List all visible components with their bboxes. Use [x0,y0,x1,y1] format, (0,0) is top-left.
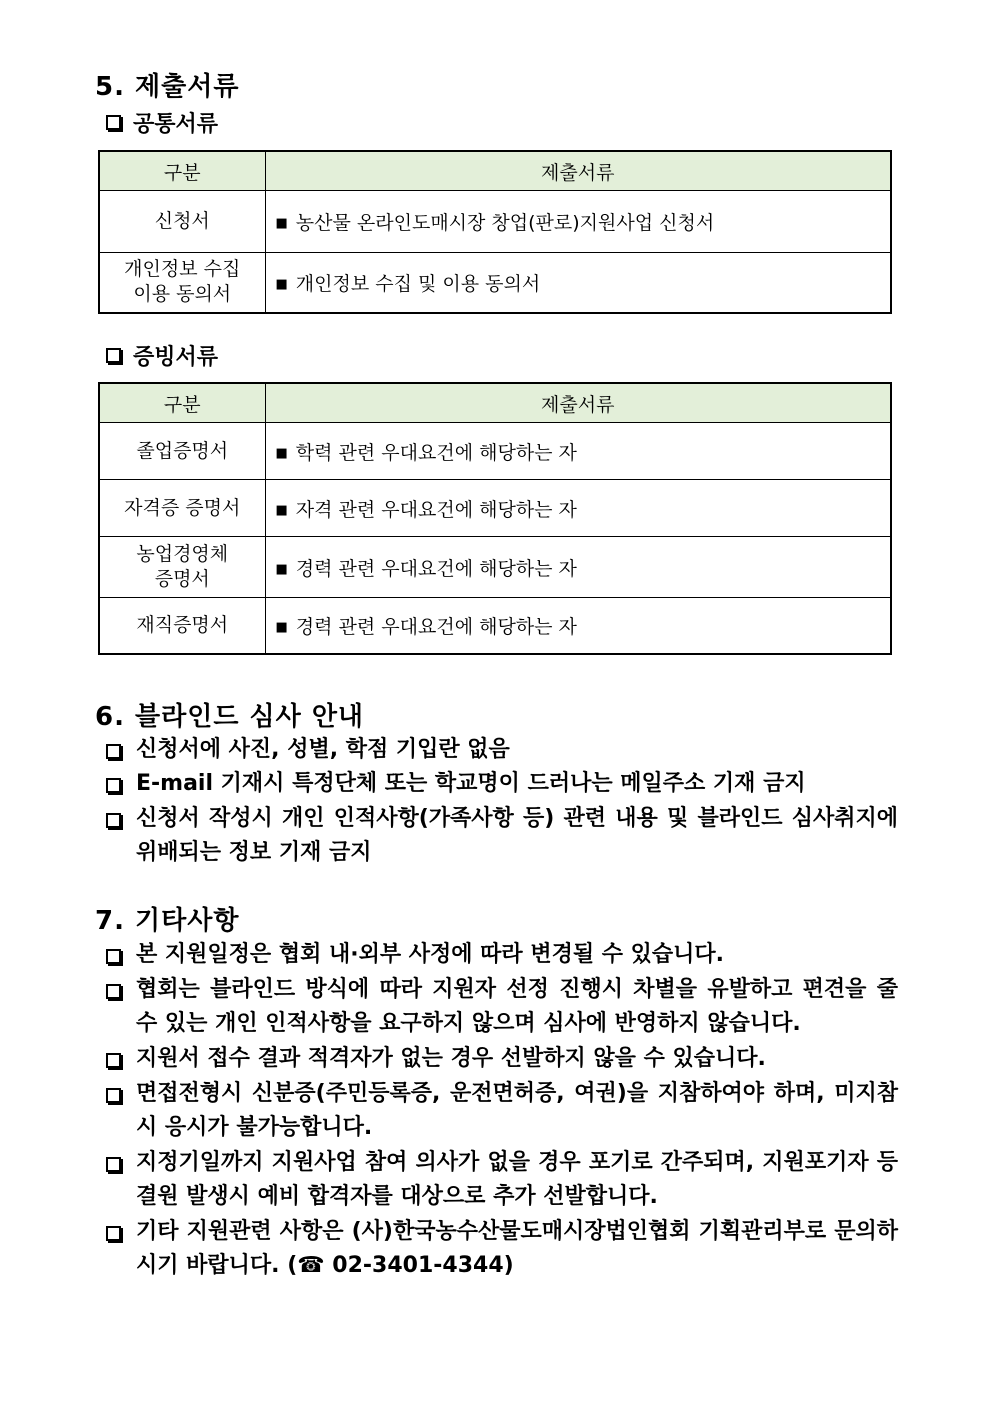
list-item [106,973,898,1041]
row-document [265,253,891,313]
checkbox-icon [106,949,121,964]
list-item-text: 지원서 접수 결과 적격자가 없는 경우 선발하지 않을 수 있습니다. [136,1046,766,1071]
common-docs-heading [106,107,218,138]
table-row [99,253,891,313]
header-documents: 제출서류 [265,383,891,423]
common-docs-title: 공통서류 [133,112,219,137]
section7-title: 7. 기타사항 [95,906,240,936]
row-category: 졸업증명서 [99,423,265,480]
list-item-text: E-mail 기재시 특정단체 또는 학교명이 드러나는 메일주소 기재 금지 [136,771,806,796]
checkbox-icon [106,115,121,130]
row-document-text: 경력 관련 우대요건에 해당하는 자 [295,557,577,580]
row-document-text: 개인정보 수집 및 이용 동의서 [295,272,541,295]
row-document-text: 경력 관련 우대요건에 해당하는 자 [295,615,577,638]
checkbox-icon [106,1053,121,1068]
list-item-text: 지정기일까지 지원사업 참여 의사가 없을 경우 포기로 간주되며, 지원포기자 등 결원 발생시 예비 합격자를 대상으로 추가 선발합니다. [136,1150,898,1209]
row-document [265,191,891,253]
bullet-square-icon: ■ [275,619,288,635]
list-item [106,1215,898,1283]
bullet-square-icon: ■ [275,502,288,518]
checkbox-icon [106,348,121,363]
list-item-text: 협회는 블라인드 방식에 따라 지원자 선정 진행시 차별을 유발하고 편견을 줄 수 있는 개인 인적사항을 요구하지 않으며 심사에 반영하지 않습니다. [136,977,898,1036]
proof-docs-table [98,382,892,655]
header-category: 구분 [99,383,265,423]
row-document [265,598,891,654]
bullet-square-icon: ■ [275,216,288,231]
list-item [106,1146,898,1214]
checkbox-icon [106,1088,121,1103]
table-row [99,191,891,253]
list-item-text: 본 지원일정은 협회 내·외부 사정에 따라 변경될 수 있습니다. [136,942,725,967]
row-document-text: 학력 관련 우대요건에 해당하는 자 [295,441,577,464]
row-document [265,537,891,598]
checkbox-icon [106,778,121,793]
proof-docs-heading [106,340,218,371]
list-item-text: 신청서 작성시 개인 인적사항(가족사항 등) 관련 내용 및 블라인드 심사취지에 위배되는 정보 기재 금지 [136,806,898,865]
proof-docs-title: 증빙서류 [133,345,219,370]
list-item [106,938,898,972]
checkbox-icon [106,1226,121,1241]
row-category: 신청서 [99,191,265,253]
bullet-square-icon: ■ [275,445,288,461]
bullet-square-icon: ■ [275,276,288,292]
bullet-square-icon: ■ [275,561,288,577]
table-row [99,480,891,537]
row-document-text: 농산물 온라인도매시장 창업(판로)지원사업 신청서 [295,212,715,234]
table-row [99,423,891,480]
row-category: 농업경영체 증명서 [99,537,265,598]
list-item [106,802,898,870]
row-document [265,480,891,537]
table-row [99,598,891,654]
list-item-text: 신청서에 사진, 성별, 학점 기입란 없음 [136,737,510,762]
row-category: 재직증명서 [99,598,265,654]
list-item-text: 면접전형시 신분증(주민등록증, 운전면허증, 여권)을 지참하여야 하며, 미지참시 응시가 불가능합니다. [136,1081,898,1140]
table-row [99,537,891,598]
checkbox-icon [106,744,121,759]
row-category: 자격증 증명서 [99,480,265,537]
table-header-row [99,383,891,423]
checkbox-icon [106,984,121,999]
list-item [106,767,898,801]
list-item [106,1042,898,1076]
checkbox-icon [106,813,121,828]
list-item [106,733,898,767]
row-category: 개인정보 수집 이용 동의서 [99,253,265,313]
list-item [106,1077,898,1145]
row-document-text: 자격 관련 우대요건에 해당하는 자 [295,498,577,521]
common-docs-table [98,150,892,314]
header-category: 구분 [99,151,265,191]
header-documents: 제출서류 [265,151,891,191]
checkbox-icon [106,1157,121,1172]
list-item-text: 기타 지원관련 사항은 (사)한국농수산물도매시장법인협회 기획관리부로 문의하시기 바랍니다. (☎ 02-3401-4344) [136,1219,898,1278]
section5-title: 5. 제출서류 [95,72,240,102]
table-header-row [99,151,891,191]
section6-title: 6. 블라인드 심사 안내 [95,702,365,732]
row-document [265,423,891,480]
